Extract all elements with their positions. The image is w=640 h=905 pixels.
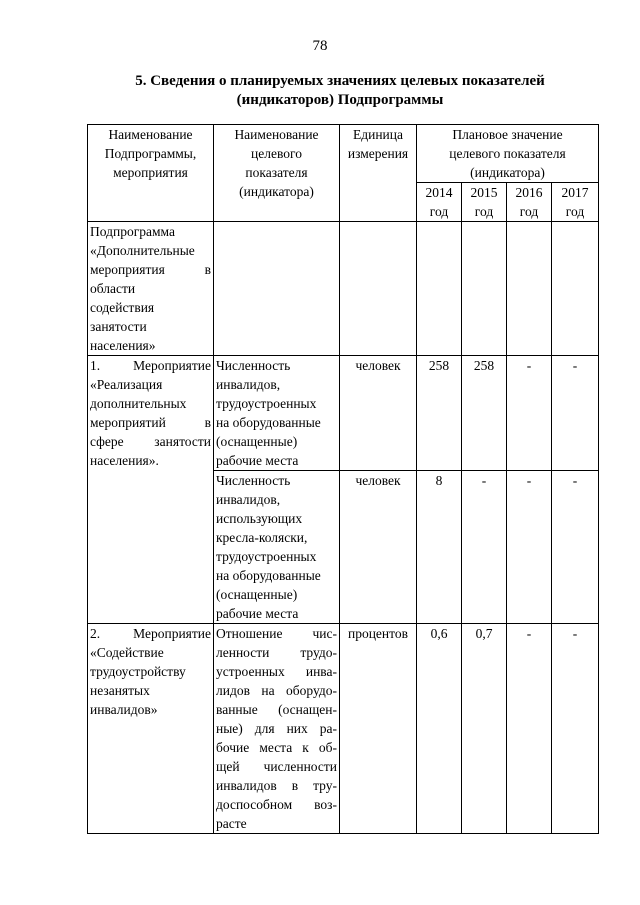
measure-2-indicator-unit: процентов — [340, 624, 417, 834]
measure-2-indicator-value-2015: 0,7 — [462, 624, 507, 834]
measure-1-indicator-1-value-2016: - — [507, 356, 552, 471]
empty-cell — [417, 222, 462, 356]
header-indicator-name: Наименование целевого показателя (индикатора) — [214, 125, 340, 222]
table-row-measure-2 — [88, 624, 599, 834]
measure-2-indicator-value-2014: 0,6 — [417, 624, 462, 834]
measure-2-indicator-value-2017: - — [552, 624, 599, 834]
measure-1-indicator-1-name: Численность инвалидов, трудоустроенных на оборудованные (оснащенные) рабочие места — [214, 356, 340, 471]
measure-2-indicator-name: Отношение чис- ленности трудо- устроенных инва- лидов на оборудо- ванные (оснащен- ные) для них ра- бочие места к об- щей численности инвалидов в тру- доспособном воз- расте — [214, 624, 340, 834]
measure-1-indicator-1-value-2015: 258 — [462, 356, 507, 471]
page-number: 78 — [312, 38, 328, 54]
indicators-table — [87, 124, 599, 834]
measure-1-indicator-2-value-2017: - — [552, 471, 599, 624]
measure-1-indicator-1-unit: человек — [340, 356, 417, 471]
measure-1-indicator-2-value-2016: - — [507, 471, 552, 624]
header-year-2017: 2017 год — [552, 183, 599, 222]
empty-cell — [507, 222, 552, 356]
measure-1-name-cell: 1. Мероприятие «Реализация дополнительных мероприятий в сфере занятости населения». — [88, 356, 214, 624]
measure-1-indicator-2-value-2014: 8 — [417, 471, 462, 624]
empty-cell — [340, 222, 417, 356]
empty-cell — [462, 222, 507, 356]
table-row-subprogram — [88, 222, 599, 356]
measure-1-indicator-1-value-2017: - — [552, 356, 599, 471]
section-title-line-2: (индикаторов) Подпрограммы — [236, 92, 444, 108]
header-subprogram-name: Наименование Подпрограммы, мероприятия — [88, 125, 214, 222]
measure-2-indicator-value-2016: - — [507, 624, 552, 834]
table-header-row — [88, 125, 599, 183]
header-year-2014: 2014 год — [417, 183, 462, 222]
empty-cell — [552, 222, 599, 356]
measure-1-indicator-1-value-2014: 258 — [417, 356, 462, 471]
subprogram-name-cell: Подпрограмма «Дополнительные мероприятия в области содействия занятости населения» — [88, 222, 214, 356]
measure-1-indicator-2-value-2015: - — [462, 471, 507, 624]
header-year-2016: 2016 год — [507, 183, 552, 222]
header-unit: Единица измерения — [340, 125, 417, 222]
section-title-line-1: 5. Сведения о планируемых значениях целевых показателей — [135, 73, 545, 89]
empty-cell — [214, 222, 340, 356]
measure-1-indicator-2-unit: человек — [340, 471, 417, 624]
table-row-measure-1-indicator-1 — [88, 356, 599, 471]
header-year-2015: 2015 год — [462, 183, 507, 222]
measure-2-name-cell: 2. Мероприятие «Содействие трудоустройству незанятых инвалидов» — [88, 624, 214, 834]
header-planned-value: Плановое значение целевого показателя (индикатора) — [417, 125, 599, 183]
measure-1-indicator-2-name: Численность инвалидов, использующих кресла-коляски, трудоустроенных на оборудованные (оснащенные) рабочие места — [214, 471, 340, 624]
section-title — [60, 72, 620, 110]
